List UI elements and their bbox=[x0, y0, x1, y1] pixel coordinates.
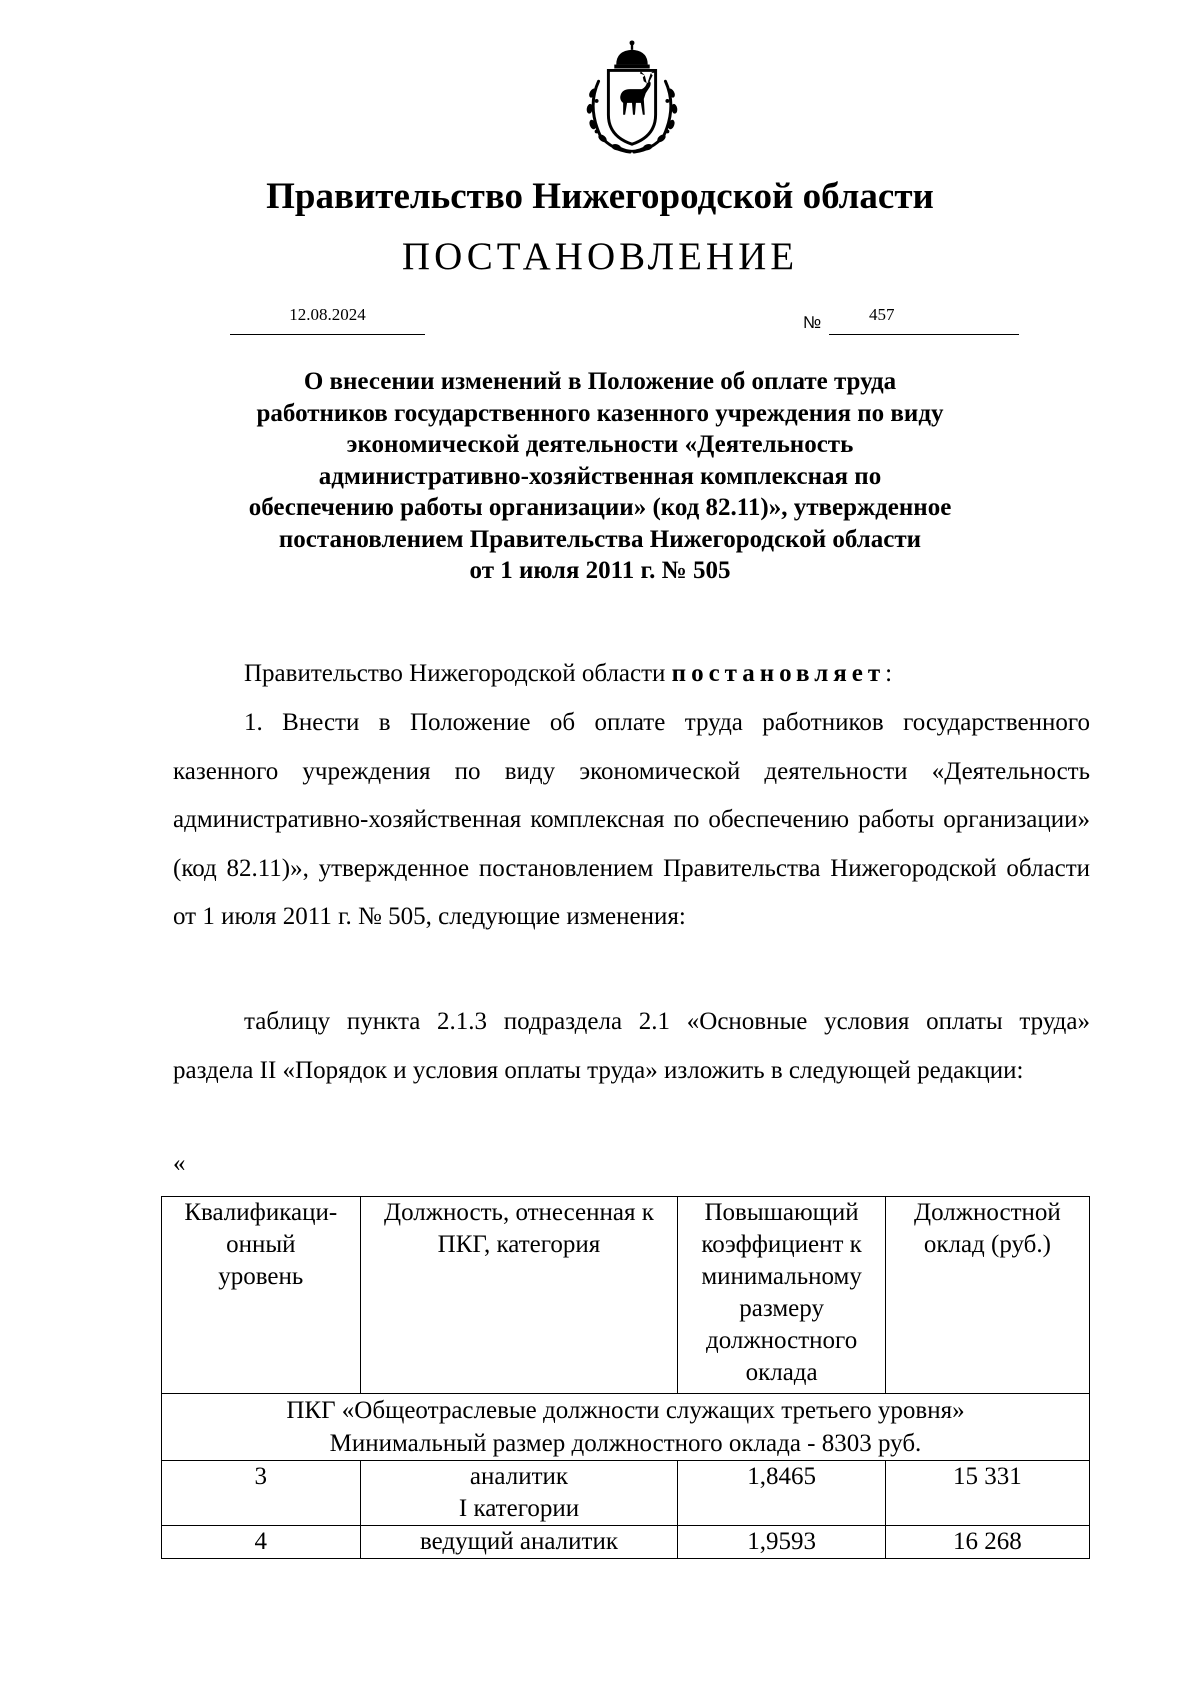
table-header-row bbox=[162, 1197, 1090, 1394]
heading-line: административно-хозяйственная комплексная по bbox=[318, 462, 882, 490]
header-position: Должность, отнесенная к ПКГ, категория bbox=[360, 1197, 678, 1394]
resolution-intro bbox=[173, 650, 1090, 699]
cell-level: 4 bbox=[162, 1526, 361, 1559]
decree-number-value: 457 bbox=[869, 305, 895, 324]
heading-line: обеспечению работы организации» (код 82.11)», утвержденное bbox=[248, 494, 952, 521]
decree-number bbox=[829, 302, 1019, 335]
decree-date bbox=[230, 302, 425, 335]
group-title: ПКГ «Общеотраслевые должности служащих третьего уровня» bbox=[286, 1397, 965, 1424]
table-row bbox=[162, 1526, 1090, 1559]
document-type: ПОСТАНОВЛЕНИЕ bbox=[401, 235, 799, 278]
group-min-salary: Минимальный размер должностного оклада - 8303 руб. bbox=[329, 1430, 922, 1457]
intro-colon: : bbox=[885, 660, 893, 687]
table-row bbox=[162, 1461, 1090, 1526]
cell-position: аналитик I категории bbox=[360, 1461, 678, 1526]
decrees-word: постановляет bbox=[671, 660, 886, 687]
cell-coefficient: 1,8465 bbox=[678, 1461, 885, 1526]
cell-salary: 16 268 bbox=[885, 1526, 1089, 1559]
group-cell bbox=[162, 1394, 1090, 1461]
cell-coefficient: 1,9593 bbox=[678, 1526, 885, 1559]
heading-line: экономической деятельности «Деятельность bbox=[346, 431, 854, 458]
paragraph-2: таблицу пункта 2.1.3 подраздела 2.1 «Основные условия оплаты труда» раздела II «Порядок и условия оплаты труда» изложить в следующей редакции: bbox=[173, 1008, 1090, 1084]
header-coefficient: Повышающий коэффициент к минимальному размеру должностного оклада bbox=[678, 1197, 885, 1394]
heading-line: работников государственного казенного учреждения по виду bbox=[256, 399, 944, 427]
number-sign: № bbox=[803, 313, 822, 332]
decree-heading bbox=[190, 366, 1010, 587]
heading-line: постановлением Правительства Нижегородской области bbox=[278, 525, 922, 553]
group-row bbox=[162, 1394, 1090, 1461]
nizhny-novgorod-coat-of-arms-icon bbox=[573, 38, 691, 156]
header-salary: Должностной оклад (руб.) bbox=[885, 1197, 1089, 1394]
opening-quote: « bbox=[173, 1150, 186, 1177]
intro-text: Правительство Нижегородской области bbox=[244, 660, 672, 687]
decree-date-value: 12.08.2024 bbox=[289, 305, 366, 324]
cell-salary: 15 331 bbox=[885, 1461, 1089, 1526]
government-name: Правительство Нижегородской области bbox=[266, 176, 934, 217]
header-level: Квалификаци- онный уровень bbox=[162, 1197, 361, 1394]
paragraph-1: 1. Внести в Положение об оплате труда работников государственного казенного учреждения по виду экономической деятельности «Деятельность административно-хозяйственная комплексная по обеспечению работы организации» (код 82.11)», утвержденное постановлением Правительства Нижегородской области от 1 июля 2011 г. № 505, следующие изменения: bbox=[173, 709, 1090, 930]
cell-level: 3 bbox=[162, 1461, 361, 1526]
heading-line: О внесении изменений в Положение об оплате труда bbox=[303, 368, 897, 395]
heading-line: от 1 июля 2011 г. № 505 bbox=[469, 557, 731, 584]
cell-position: ведущий аналитик bbox=[360, 1526, 678, 1559]
salary-table bbox=[161, 1196, 1090, 1559]
